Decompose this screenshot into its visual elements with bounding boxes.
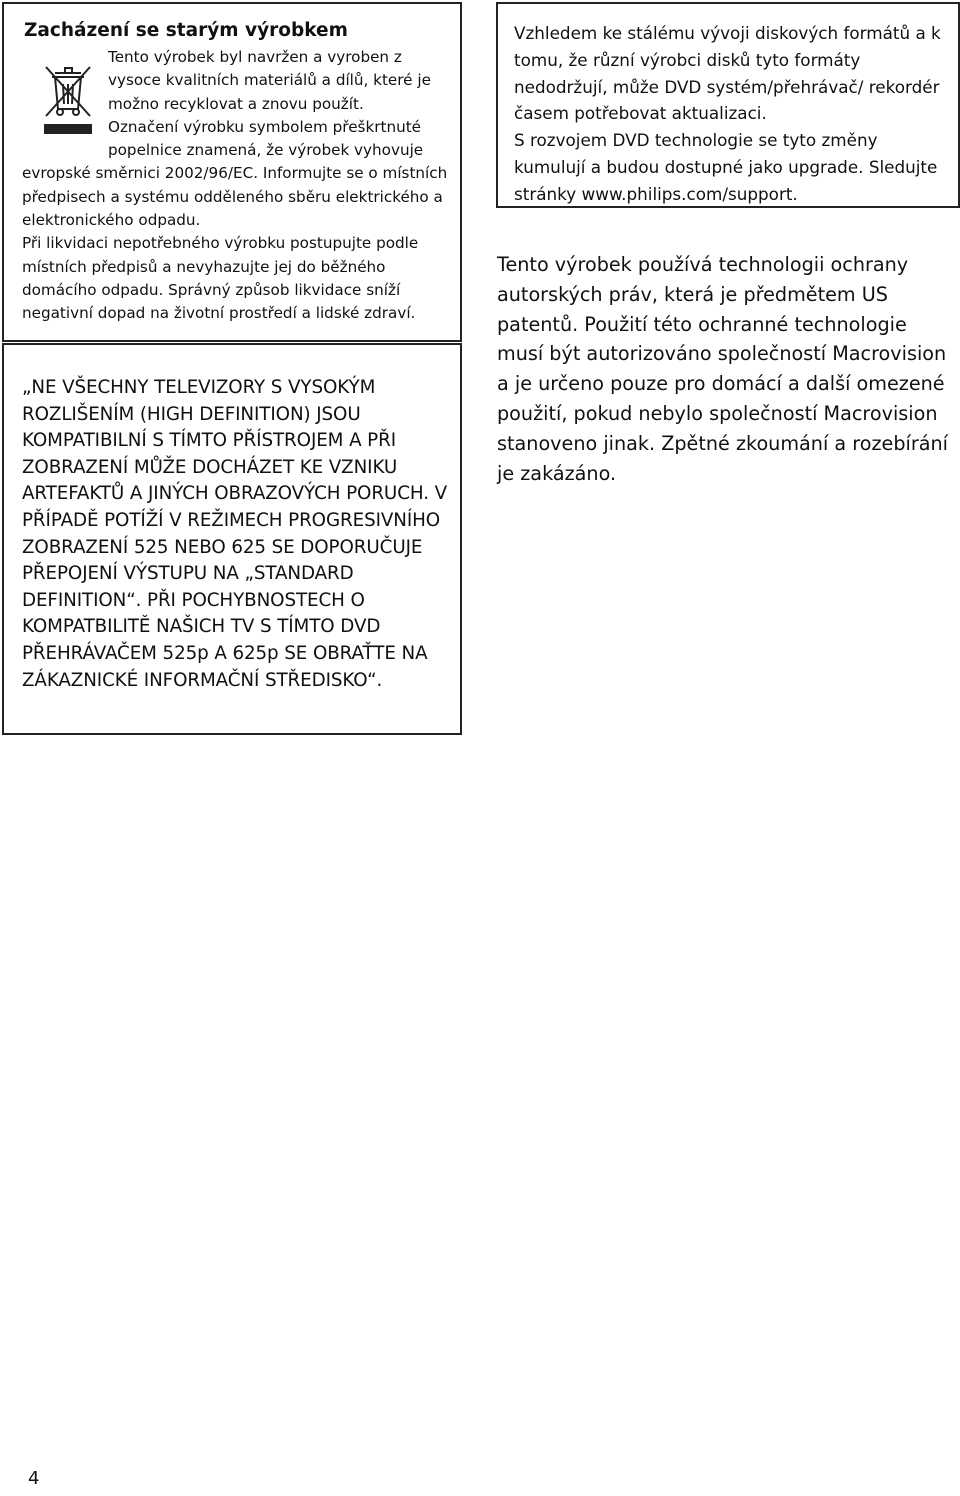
disposal-paragraph: Označení výrobku symbolem přeškrtnuté popelnice znamená, že výrobek vyhovuje evropské směrnici 2002/96/EC. Informujte se o místních předpisech a systému odděleného sběru elektrického a elektronického odpadu. [22, 117, 448, 230]
format-update-notice [496, 2, 960, 208]
update-paragraph: S rozvojem DVD technologie se tyto změny kumulují a budou dostupné jako upgrade. Sledujte stránky www.philips.com/support. [514, 130, 938, 204]
update-body [514, 20, 954, 208]
disposal-section [2, 2, 462, 342]
update-paragraph: Vzhledem ke stálému vývoji diskových formátů a k tomu, že různí výrobci disků tyto formáty nedodržují, může DVD systém/přehrávač/ rekordér časem potřebovat aktualizaci. [514, 23, 941, 124]
disposal-title: Zacházení se starým výrobkem [24, 20, 348, 41]
disposal-paragraph: Při likvidaci nepotřebného výrobku postupujte podle místních předpisů a nevyhazujte jej do běžného domácího odpadu. Správný způsob likvidace sníží negativní dopad na životní prostředí a lidské zdraví. [22, 234, 419, 323]
page-number: 4 [28, 1468, 40, 1489]
disposal-body [22, 46, 452, 326]
macrovision-notice: Tento výrobek používá technologii ochrany autorských práv, která je předmětem US patentů. Použití této ochranné technologie musí být autorizováno společností Macrovision a je určeno pouze pro domácí a další omezené použití, pokud nebylo společností Macrovision stanoveno jinak. Zpětné zkoumání a rozebírání je zakázáno. [497, 253, 948, 485]
warning-text: „NE VŠECHNY TELEVIZORY S VYSOKÝM ROZLIŠENÍM (HIGH DEFINITION) JSOU KOMPATIBILNÍ S TÍMTO PŘÍSTROJEM A PŘI ZOBRAZENÍ MŮŽE DOCHÁZET KE VZNIKU ARTEFAKTŮ A JINÝCH OBRAZOVÝCH PORUCH. V PŘÍPADĚ POTÍŽÍ V REŽIMECH PROGRESIVNÍHO ZOBRAZENÍ 525 NEBO 625 SE DOPORUČUJE PŘEPOJENÍ VÝSTUPU NA „STANDARD DEFINITION“. PŘI POCHYBNOSTECH O KOMPATBILITĚ NAŠICH TV S TÍMTO DVD PŘEHRÁVAČEM 525p A 625p SE OBRAŤTE NA ZÁKAZNICKÉ INFORMAČNÍ STŘEDISKO“. [22, 377, 448, 691]
hd-compatibility-warning [2, 343, 462, 735]
disposal-paragraph: Tento výrobek byl navržen a vyroben z vysoce kvalitních materiálů a dílů, které je možno recyklovat a znovu použít. [108, 48, 431, 113]
